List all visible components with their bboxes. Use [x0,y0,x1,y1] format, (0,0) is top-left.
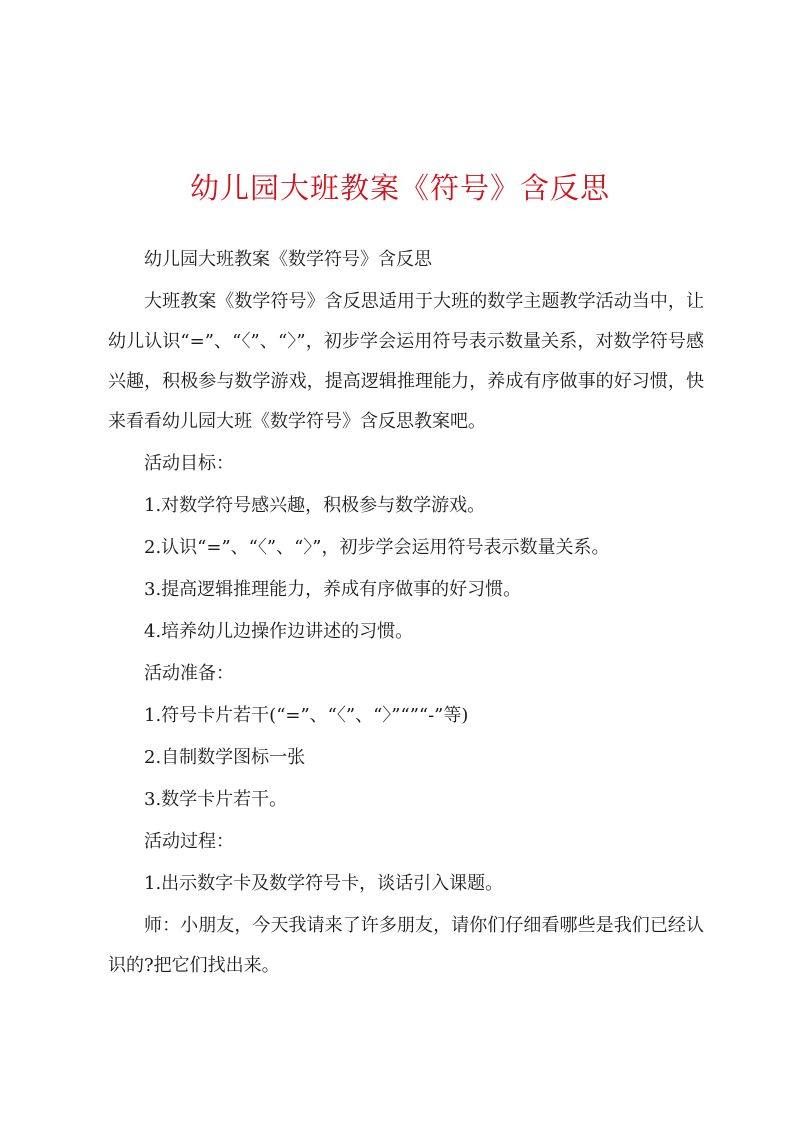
document-body [108,240,704,986]
goal-item: 4.培养幼儿边操作边讲述的习惯。 [144,621,414,642]
preparation-item: 3.数学卡片若干。 [144,789,288,810]
intro-paragraph: 大班教案《数学符号》含反思适用于大班的数学主题教学活动当中，让幼儿认识“=”、“〈”、“〉”，初步学会运用符号表示数量关系，对数学符号感兴趣，积极参与数学游戏，提高逻辑推理能力，养成有序做事的好习惯，快来看看幼儿园大班《数学符号》含反思教案吧。 [108,291,704,432]
section-heading-process: 活动过程： [144,831,234,852]
goal-item: 2.认识“=”、“〈”、“〉”，初步学会运用符号表示数量关系。 [144,537,610,558]
teacher-dialogue: 师：小朋友，今天我请来了许多朋友，请你们仔细看哪些是我们已经认识的?把它们找出来。 [108,915,704,976]
section-heading-goals: 活动目标： [144,453,234,474]
section-heading-preparation: 活动准备： [144,663,234,684]
goal-item: 3.提高逻辑推理能力，养成有序做事的好习惯。 [144,579,522,600]
preparation-item: 2.自制数学图标一张 [144,747,306,768]
process-item: 1.出示数字卡及数学符号卡，谈话引入课题。 [144,873,504,894]
preparation-item: 1.符号卡片若干(“=”、“〈”、“〉”“”“-”等) [144,705,469,726]
goal-item: 1.对数学符号感兴趣，积极参与数学游戏。 [144,495,486,516]
document-title: 幼儿园大班教案《符号》含反思 [189,171,610,205]
subtitle-paragraph: 幼儿园大班教案《数学符号》含反思 [144,249,432,270]
